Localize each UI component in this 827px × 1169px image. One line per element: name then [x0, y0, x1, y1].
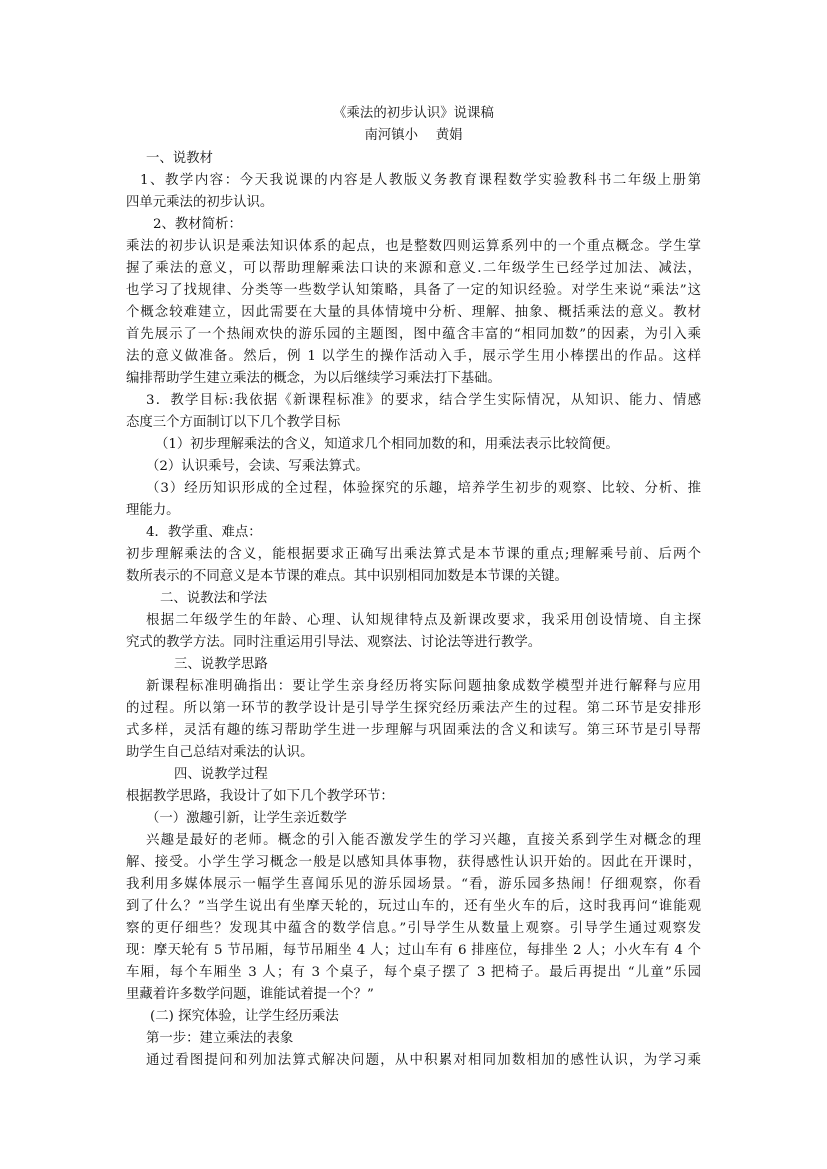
- list-item: （1）初步理解乘法的含义，知道求几个相同加数的和，用乘法表示比较简便。: [155, 437, 619, 452]
- paragraph-line: 法的意义做准备。然后，例 1 以学生的操作活动入手，展示学生用小棒摆出的作品。这样: [126, 349, 701, 364]
- paragraph-line: 初步理解乘法的含义，能根据要求正确写出乘法算式是本节课的重点;理解乘号前、后两个: [126, 547, 701, 562]
- paragraph-line: 我利用多媒体展示一幅学生喜闻乐见的游乐园场景。“看，游乐园多热闹！仔细观察，你看: [126, 877, 701, 892]
- paragraph-line: 数所表示的不同意义是本节课的难点。其中识别相同加数是本节课的关键。: [126, 569, 568, 584]
- subsection-heading: (二) 探究体验，让学生经历乘法: [150, 1009, 339, 1024]
- section-heading: 一、说教材: [146, 151, 213, 166]
- paragraph-line: 首先展示了一个热闹欢快的游乐园的主题图，图中蕴含丰富的“相同加数”的因素，为引入乘: [126, 327, 701, 342]
- subsection-heading: 2、教材简析：: [153, 217, 242, 232]
- paragraph-line: 察的更仔细些？发现其中蕴含的数学信息。”引导学生从数量上观察。引导学生通过观察发: [126, 921, 701, 936]
- paragraph-line: 式多样，灵活有趣的练习帮助学生进一步理解与巩固乘法的含义和读写。第三环节是引导帮: [126, 723, 701, 738]
- paragraph-line: 3．教学目标:我依据《新课程标准》的要求，结合学生实际情况，从知识、能力、情感: [146, 393, 701, 408]
- paragraph-line: 通过看图提问和列加法算式解决问题，从中积累对相同加数相加的感性认识，为学习乘: [146, 1053, 701, 1068]
- paragraph-line: 新课程标准明确指出：要让学生亲身经历将实际问题抽象成数学模型并进行解释与应用: [146, 679, 701, 694]
- subsection-heading: （一）激趣引新，让学生亲近数学: [146, 811, 347, 826]
- paragraph-line: 握了乘法的意义，可以帮助理解乘法口诀的来源和意义.二年级学生已经学过加法、减法，: [126, 261, 701, 276]
- list-item: （3）经历知识形成的全过程，体验探究的乐趣，培养学生初步的观察、比较、分析、推: [146, 481, 701, 496]
- step-heading: 第一步：建立乘法的表象: [146, 1031, 294, 1046]
- section-heading: 四、说教学过程: [174, 767, 268, 782]
- paragraph-line: 解、接受。小学生学习概念一般是以感知具体事物，获得感性认识开始的。因此在开课时，: [126, 855, 701, 870]
- section-heading: 三、说教学思路: [174, 657, 268, 672]
- paragraph-line: 兴趣是最好的老师。概念的引入能否激发学生的学习兴趣，直接关系到学生对概念的理: [146, 833, 701, 848]
- paragraph-line: 乘法的初步认识是乘法知识体系的起点，也是整数四则运算系列中的一个重点概念。学生掌: [126, 239, 701, 254]
- paragraph-line: 的过程。所以第一环节的教学设计是引导学生探究经历乘法产生的过程。第二环节是安排形: [126, 701, 701, 716]
- paragraph-line: 究式的教学方法。同时注重运用引导法、观察法、讨论法等进行教学。: [126, 635, 542, 650]
- paragraph-line: 根据教学思路，我设计了如下几个教学环节：: [126, 789, 394, 804]
- list-item: （2）认识乘号，会读、写乘法算式。: [146, 459, 369, 474]
- paragraph-line: 里藏着许多数学问题，谁能试着提一个？”: [126, 987, 374, 1002]
- paragraph-line: 编排帮助学生建立乘法的概念，为以后继续学习乘法打下基础。: [126, 371, 501, 386]
- paragraph-line: 1、教学内容：今天我说课的内容是人教版义务教育课程数学实验教科书二年级上册第: [140, 173, 701, 188]
- paragraph-line: 现：摩天轮有 5 节吊厢，每节吊厢坐 4 人；过山车有 6 排座位，每排坐 2 人；小火车有 4 个: [126, 943, 701, 958]
- paragraph-line: 四单元乘法的初步认识。: [126, 195, 274, 210]
- document-title: 《乘法的初步认识》说课稿: [333, 106, 494, 121]
- paragraph-line: 到了什么？”当学生说出有坐摩天轮的，玩过山车的，还有坐火车的后，这时我再问“谁能观: [126, 899, 701, 914]
- paragraph-line: 态度三个方面制订以下几个教学目标: [126, 415, 341, 430]
- paragraph-line: 助学生自己总结对乘法的认识。: [126, 745, 314, 760]
- section-heading: 二、说教法和学法: [160, 591, 268, 606]
- paragraph-line: 个概念较难建立，因此需要在大量的具体情境中分析、理解、抽象、概括乘法的意义。教材: [126, 305, 701, 320]
- list-item: 理能力。: [126, 503, 180, 518]
- paragraph-line: 也学习了找规律、分类等一些数学认知策略，具备了一定的知识经验。对学生来说“乘法”这: [126, 283, 701, 298]
- subsection-heading: 4．教学重、难点：: [146, 525, 262, 540]
- paragraph-line: 车厢，每个车厢坐 3 人；有 3 个桌子，每个桌子摆了 3 把椅子。最后再提出 “儿童”乐园: [126, 965, 701, 980]
- document-author: 南河镇小 黄娟: [364, 128, 463, 143]
- paragraph-line: 根据二年级学生的年龄、心理、认知规律特点及新课改要求，我采用创设情境、自主探: [146, 613, 701, 628]
